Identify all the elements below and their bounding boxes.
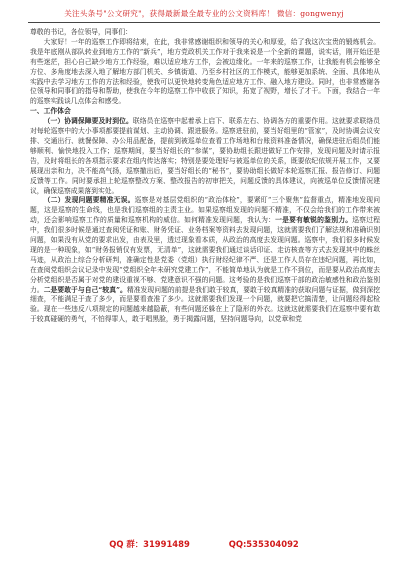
page-footer xyxy=(0,538,408,550)
point-two-heading: 二是要敢于与自己“较真”。 xyxy=(43,285,127,294)
section-heading: 一、工作体会 xyxy=(30,107,71,116)
subheading-discovery: （二）发现问题要精准无误。 xyxy=(43,196,135,205)
header-divider xyxy=(28,22,380,23)
subheading-coordination: （一）协调保障要及时到位。 xyxy=(43,117,133,126)
paragraph-discovery-text: 巡察是对基层党组织的“政治体检”，要紧盯“三个聚焦”监督重点，精准地发现问题，这是巡察的生命线，也是我们巡察组的主责主业。如果巡察组发现的问题不精准，不仅会给我们的工作带来被动，还会影响巡察工作的质量和巡察机构的威信。如何精准发现问题，我认为： xyxy=(30,196,381,225)
paragraph-coordination xyxy=(30,117,380,196)
paragraph-coordination-text: 联络员在巡察中起着承上启下、联系左右、协调各方的重要作用。这就要求联络员对每轮巡察中的大小事项都要提前谋划、主动协调、跟进服务。巡察进驻前，要当好组里的“管家”，及时协调会议安排、交通出行、就餐保障、办公用品配备，提前到被巡单位查看工作场地和台账资料准备情况，确保进驻后组员们能够顺利、愉快地投入工作；巡察期间，要当好组长的“参谋”，要协助组长跟进做好工作安排，发现问题及时请示报告，及时将组长的各项指示要求在组内传达落实；特别是要处理好与被巡单位的关系，既要依纪依规开展工作，又要展现出亲和力，决不能高气扬，巡察撤出后，要当好组长的“秘书”，要协助组长做好本轮巡察汇报、报告修订、问题反馈等工作。同时要承担上轮巡察整改方案、整改报告的初审把关，问题反馈的具体建议，向被巡单位反馈情况建议，确保巡察成果落到实处。 xyxy=(30,117,381,195)
salutation: 尊敬的书记，各位领导，同事们： xyxy=(30,28,132,36)
point-one-text: 巡察过程中，我们很多时候是通过查阅凭证和账、财务凭证、业务档案等资料去发现问题，这就需要我们了解法规和准确识别问题，如果没有从党的要求出发，由表及里，透过现象看本质，从政治的高度去发现问题。巡察中，我们很多时候发现的是一种现象，如“财务报销仅有发票，无清单”，这就需要我们通过谈话印证、走访核查等方式去发现其中的蛛丝马迹，从政治上综合分析研判，准确定性是党委（党组）执行财经纪律不严、还是工作人员存在违纪问题，再比如，在查阅党组织会议记录中发现“党组织全年未研究党建工作”，不能简单地认为就是工作不到位，而是要从政治高度去分析党组织是否属于对党的建设重视不够、党建意识不强的问题。这考验的是我们巡察干部的政治敏感性和政治鉴别力。 xyxy=(30,216,381,294)
footer-qq: QQ:535304092 xyxy=(228,539,299,549)
footer-qq-group: QQ 群：31991489 xyxy=(109,539,190,549)
paragraph-discovery xyxy=(30,196,380,325)
document-body xyxy=(30,28,380,325)
point-two-text: 精准发现问题的前提是我们敢于较真，要敢于较真精准的获取问题与证据，做到深挖细查，不能满足于查了多少，而是要看查准了多少。这就需要我们发现一个问题，就要把它搞清楚，让问题经得起检验。现在一些违反八项规定的问题越来越隐蔽，有些问题还躲在上了隐形的外衣。这就这就需要我们在巡察中要有敢于较真碰硬的勇气，不怕得罪人，敢于唱黑脸，勇于揭露问题，坚持问题导向，以党章和党 xyxy=(30,285,381,324)
paragraph-intro: 大家好！一年的巡察工作即将结束，在此，我非常感谢组织和领导的关心和厚爱，给了我这次宝贵的锻炼机会。我是年底刚从部队转业到地方工作的“新兵”，地方党政机关工作对于我来说是一个全新的课题，说实话，刚开始还是有些迷茫，担心自己缺少地方工作经验，难以适应地方工作，会被边缘化。一年来的巡察工作，让我能有机会能够全方位、多角度地去深入地了解地方部门机关、乡镇街道、乃至乡村社区的工作模式，能够更加系统、全面、具体地从实践中去学习地方工作的方法和经验，使我可以更快地转变角色适应地方工作、融入地方建设。同时，也非常感谢各位领导和同事们的指导和帮助，使我在今年的巡察工作中收获了知识，拓宽了视野，增长了才干。下面，我结合一年的巡察实践谈几点体会和感受。 xyxy=(30,37,380,106)
point-one-heading: 一是要有敏锐的鉴别力。 xyxy=(275,216,353,225)
page-header-banner: 关注头条号"公文研究"，获得最新最全最专业的公文资料库！ 微信：gongwenyj xyxy=(64,9,344,18)
